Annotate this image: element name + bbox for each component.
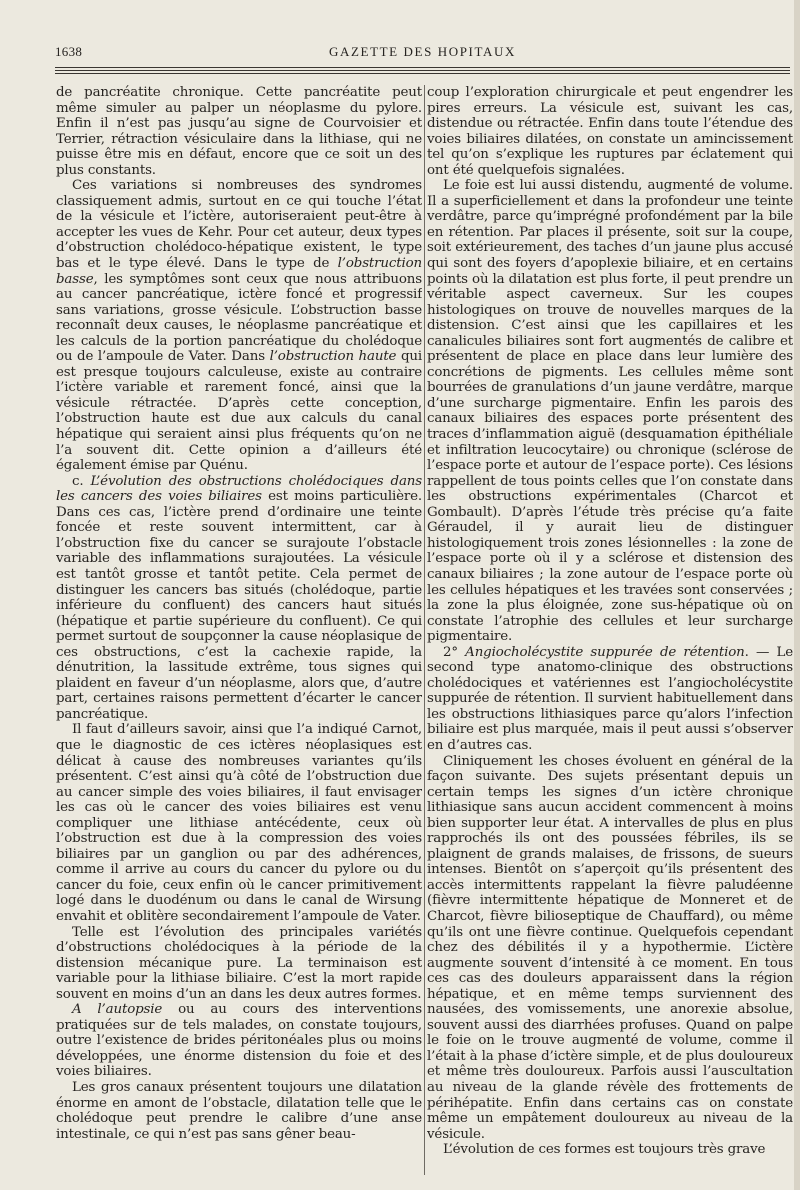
paragraph: coup l’exploration chirurgicale et peut engendrer les pires erreurs. La vésicule est, suivant les cas, distendue ou rétractée. Enfin dans toute l’étendue des voies biliaires dilatées, on constate un amincissement tel qu’on s’explique les ruptures par éclatement qui ont été quelquefois signalées. bbox=[427, 85, 793, 178]
page-number: 1638 bbox=[55, 44, 83, 59]
paragraph: Telle est l’évolution des principales variétés d’obstructions cholédociques à la période de la distension mécanique pure. La terminaison est variable pour la lithiase biliaire. C’est la mort rapide souvent en moins d’un an dans les deux autres formes. bbox=[56, 924, 422, 1002]
paragraph: de pancréatite chronique. Cette pancréatite peut même simuler au palper un néoplasme du pylore. Enfin il n’est pas jusqu’au signe de Courvoisier et Terrier, rétraction vésiculaire dans la lithiase, qui ne puisse être mis en défaut, encore que ce soit un des plus constants. bbox=[56, 85, 422, 178]
paragraph: Cliniquement les choses évoluent en général de la façon suivante. Des sujets présentant depuis un certain temps les signes d’un ictère chronique lithiasique sans aucun accident commencent à moins bien supporter leur état. A intervalles de plus en plus rapprochés ils ont des poussées fébriles, ils se plaignent de grands malaises, de frissons, de sueurs intenses. Bientôt on s’aperçoit qu’ils présentent des accès intermittents rappelant la fièvre paludéenne (fièvre intermittente hépatique de Monneret et de Charcot, fièvre bilioseptique de Chauffard), ou même qu’ils ont une fièvre continue. Quelquefois cependant chez des débilités il y a hypothermie. L’ictère augmente souvent d’intensité à ce moment. En tous ces cas des douleurs apparaissent dans la région hépatique, et en même temps surviennent des nausées, des vomissements, une anorexie absolue, souvent aussi des diarrhées profuses. Quand on palpe le foie on le trouve augmenté de volume, comme il l’était à la phase d’ictère simple, et de plus douloureux et même très douloureux. Parfois aussi l’auscultation au niveau de la glande révèle des frottements de périhépatite. Enfin dans certains cas on constate même un empâtement douloureux au niveau de la vésicule. bbox=[427, 753, 793, 1142]
header-rule-top bbox=[55, 67, 790, 68]
header-rule-middle bbox=[55, 70, 790, 71]
paragraph: Les gros canaux présentent toujours une dilatation énorme en amont de l’obstacle, dilatation telle que le cholédoque peut prendre le calibre d’une anse intestinale, ce qui n’est pas sans gêner beau- bbox=[56, 1080, 422, 1142]
paragraph: Il faut d’ailleurs savoir, ainsi que l’a indiqué Carnot, que le diagnostic de ces ictères néoplasiques est délicat à cause des nombreuses variantes qu’ils présentent. C’est ainsi qu’à côté de l’obstruction due au cancer simple des voies biliaires, il faut envisager les cas où le cancer des voies biliaires est venu compliquer une lithiase antécédente, ceux où l’obstruction est due à la compression des voies biliaires par un ganglion ou par des adhérences, comme il arrive au cours du cancer du pylore ou du cancer du foie, ceux enfin où le cancer primitivement logé dans le duodénum ou dans le canal de Wirsung envahit et oblitère secondairement l’ampoule de Vater. bbox=[56, 722, 422, 924]
paragraph: Le foie est lui aussi distendu, augmenté de volume. Il a superficiellement et dans la profondeur une teinte verdâtre, parce qu’imprégné profondément par la bile en rétention. Par places il présente, soit sur la coupe, soit extérieurement, des taches d’un jaune plus accusé qui sont des foyers d’apoplexie biliaire, et en certains points où la dilatation est plus forte, il peut prendre un véritable aspect caverneux. Sur les coupes histologiques on trouve de nouvelles marques de la distension. C’est ainsi que les capillaires et les canalicules biliaires sont fort augmentés de calibre et présentent de place en place dans leur lumière des concrétions de pigments. Les cellules même sont bourrées de granulations d’un jaune verdâtre, marque d’une surcharge pigmentaire. Enfin les parois des canaux biliaires des espaces porte présentent des traces d’inflammation aiguë (desquamation épithéliale et infiltration leucocytaire) ou chronique (sclérose de l’espace porte et autour de l’espace porte). Ces lésions rappellent de tous points celles que l’on constate dans les obstructions expérimentales (Charcot et Gombault). D’après l’étude très précise qu’a faite Géraudel, il y aurait lieu de distinguer histologiquement trois zones lésionnelles : la zone de l’espace porte où il y a sclérose et distension des canaux biliaires ; la zone autour de l’espace porte où les cellules hépatiques et les travées sont conservées ; la zone la plus éloignée, zone sus-hépatique où on constate l’atrophie des cellules et leur surcharge pigmentaire. bbox=[427, 178, 793, 645]
page-header bbox=[55, 44, 790, 64]
paragraph: Ces variations si nombreuses des syndromes classiquement admis, surtout en ce qui touche l’état de la vésicule et l’ictère, autoriseraient peut-être à accepter les vues de Kehr. Pour cet auteur, deux types d’obstruction cholédoco-hépatique existent, le type bas et le type élevé. Dans le type de l’obstruction basse, les symptômes sont ceux que nous attribuons au cancer pancréatique, ictère foncé et progressif sans variations, grosse vésicule. L’obstruction basse reconnaît deux causes, le néoplasme pancréatique et les calculs de la portion pancréatique du cholédoque ou de l’ampoule de Vater. Dans l’obstruction haute qui est presque toujours calculeuse, existe au contraire l’ictère variable et rarement foncé, ainsi que la vésicule rétractée. D’après cette conception, l’obstruction haute est due aux calculs du canal hépatique qui seraient ainsi plus fréquents qu’on ne l’a souvent dit. Cette opinion a d’ailleurs été également émise par Quénu. bbox=[56, 178, 422, 474]
paragraph: 2° Angiocholécystite suppurée de rétention. — Le second type anatomo-clinique des obstructions cholédociques et vatériennes est l’angiocholécystite suppurée de rétention. Il survient habituellement dans les obstructions lithiasiques parce qu’alors l’infection biliaire est plus marquée, mais il peut aussi s’observer en d’autres cas. bbox=[427, 644, 793, 753]
right-column bbox=[427, 85, 793, 1180]
paragraph: L’évolution de ces formes est toujours très grave bbox=[443, 1142, 766, 1158]
column-divider bbox=[424, 85, 425, 1175]
header-rule-bottom bbox=[55, 73, 790, 74]
left-column bbox=[56, 85, 422, 1180]
paragraph: c. L’évolution des obstructions cholédociques dans les cancers des voies biliaires est moins particulière. Dans ces cas, l’ictère prend d’ordinaire une teinte foncée et reste souvent intermittent, car à l’obstruction fixe du cancer se surajoute l’obstacle variable des inflammations surajoutées. La vésicule est tantôt grosse et tantôt petite. Cela permet de distinguer les cancers bas situés (cholédoque, partie inférieure du confluent) des cancers haut situés (hépatique et partie supérieure du confluent). Ce qui permet surtout de soupçonner la cause néoplasique de ces obstructions, c’est la cachexie rapide, la dénutrition, la lassitude extrême, tous signes qui plaident en faveur d’un néoplasme, alors que, d’autre part, certaines raisons permettent d’écarter le cancer pancréatique. bbox=[56, 473, 422, 722]
paragraph: A l’autopsie ou au cours des interventions pratiquées sur de tels malades, on constate toujours, outre l’existence de brides péritonéales plus ou moins développées, une énorme distension du foie et des voies biliaires. bbox=[56, 1002, 422, 1080]
page-edge bbox=[794, 0, 800, 1190]
running-title: GAZETTE DES HOPITAUX bbox=[329, 44, 516, 59]
